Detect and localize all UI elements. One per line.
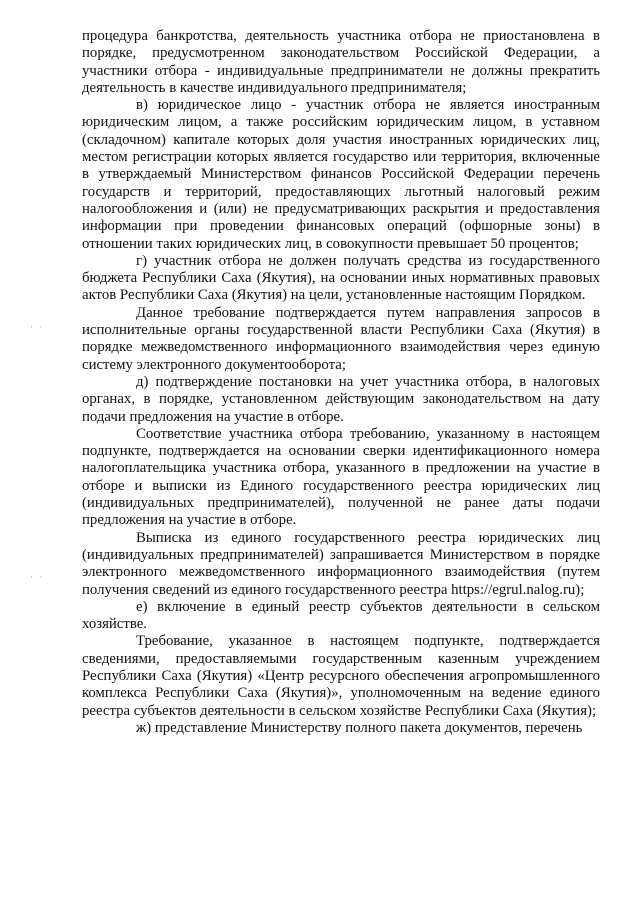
paragraph: в) юридическое лицо - участник отбора не является иностранным юридическим лицом, а также российским юридическим лицом, в уставном (складочном) капитале которых доля участия иностранных юридических лиц, местом регистрации которых является государство или территория, включенные в утверждаемый Министерством финансов Российской Федерации перечень государств и территорий, предоставляющих льготный налоговый режим налогообложения и (или) не предусматривающих раскрытия и предоставления информации при проведении финансовых операций (офшорные зоны) в отношении таких юридических лиц, в совокупности превышает 50 процентов; <box>82 97 600 252</box>
document-body <box>82 28 600 737</box>
paragraph: Выписка из единого государственного реестра юридических лиц (индивидуальных предпринимателей) запрашивается Министерством в порядке электронного межведомственного информационного взаимодействия (путем получения сведений из единого государственного реестра https://egrul.nalog.ru); <box>82 529 600 598</box>
paragraph: д) подтверждение постановки на учет участника отбора, в налоговых органах, в порядке, установленном действующим законодательством на дату подачи предложения на участие в отборе. <box>82 373 600 425</box>
paragraph: ж) представление Министерству полного пакета документов, перечень <box>136 719 583 736</box>
paragraph: е) включение в единый реестр субъектов деятельности в сельском хозяйстве. <box>82 598 600 633</box>
paragraph: г) участник отбора не должен получать средства из государственного бюджета Республики Саха (Якутия), на основании иных нормативных правовых актов Республики Саха (Якутия) на цели, установленные настоящим Порядком. <box>82 252 600 304</box>
paragraph: процедура банкротства, деятельность участника отбора не приостановлена в порядке, предусмотренном законодательством Российской Федерации, а участники отбора - индивидуальные предприниматели не должны прекратить деятельность в качестве индивидуального предпринимателя; <box>82 28 600 96</box>
paragraph: Данное требование подтверждается путем направления запросов в исполнительные органы государственной власти Республики Саха (Якутия) в порядке межведомственного информационного взаимодействия через единую систему электронного документооборота; <box>82 304 600 373</box>
margin-mark: · · <box>30 572 45 582</box>
paragraph: Требование, указанное в настоящем подпункте, подтверждается сведениями, предоставляемыми государственным казенным учреждением Республики Саха (Якутия) «Центр ресурсного обеспечения агропромышленного комплекса Республики Саха (Якутия)», уполномоченным на ведение единого реестра субъектов деятельности в сельском хозяйстве Республики Саха (Якутия); <box>82 633 600 719</box>
paragraph: Соответствие участника отбора требованию, указанному в настоящем подпункте, подтверждается на основании сверки идентификационного номера налогоплательщика участника отбора, указанного в предложении на участие в отборе и выписки из Единого государственного реестра юридических лиц (индивидуальных предпринимателей), полученной не ранее даты подачи предложения на участие в отборе. <box>82 425 600 529</box>
margin-mark: · · <box>30 322 45 332</box>
